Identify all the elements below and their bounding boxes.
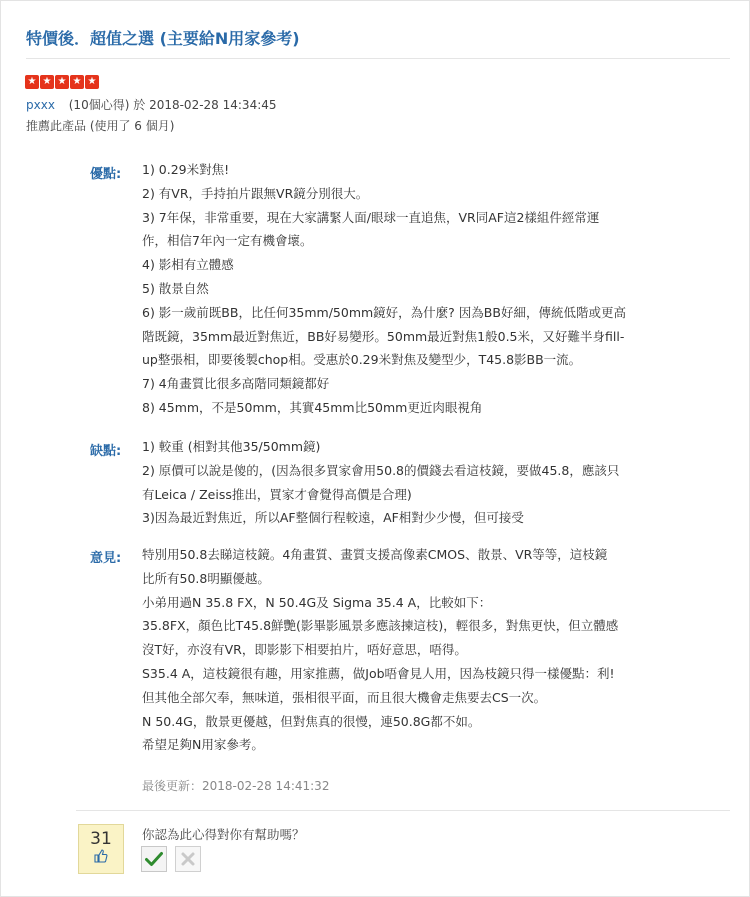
pros-line: 1) 0.29米對焦! (142, 162, 230, 177)
pros-line: 作，相信7年內一定有機會壞。 (142, 233, 313, 249)
opinion-line: 但其他全部欠奉，無味道，張相很平面，而且很大機會走焦要去CS一次。 (142, 689, 547, 705)
helpful-vote-badge (78, 824, 124, 874)
opinion-line: 比所有50.8明顯優越。 (142, 570, 270, 586)
cons-line: 有Leica / Zeiss推出，買家才會覺得高價是合理) (142, 486, 412, 502)
star-icon: ★ (70, 75, 84, 89)
pros-line: 7) 4角畫質比很多高階同類鏡都好 (142, 376, 330, 392)
pros-line: 3) 7年保，非常重要，現在大家講緊人面/眼球一直追焦，VR同AF這2樣組件經常運 (142, 209, 600, 225)
cons-line: 3)因為最近對焦近，所以AF整個行程較遠，AF相對少少慢，但可接受 (142, 510, 524, 526)
opinion-line: 希望足夠N用家參考。 (142, 737, 264, 753)
pros-list (142, 158, 642, 420)
opinion-label: 意見: (90, 551, 122, 566)
pros-line: 5) 散景自然 (142, 280, 209, 296)
star-icon: ★ (85, 75, 99, 89)
helpful-yes-button[interactable] (141, 846, 167, 872)
opinion-line: 沒T好，亦沒有VR，即影影下相要拍片，唔好意思，唔得。 (142, 642, 467, 658)
pros-line: 4) 影相有立體感 (142, 257, 234, 273)
helpful-no-button[interactable] (175, 846, 201, 872)
opinion-line: N 50.4G，散景更優越，但對焦真的很慢，連50.8G都不如。 (142, 713, 481, 729)
star-icon: ★ (40, 75, 54, 89)
review-title: 特價後．超值之選 (主要給N用家參考) (26, 29, 300, 48)
thumbs-up-icon (79, 849, 123, 867)
pros-label: 優點: (90, 167, 122, 182)
opinion-text (142, 543, 642, 757)
star-rating (25, 75, 99, 89)
helpful-count: 31 (90, 829, 112, 849)
recommend-note: 推薦此產品 (使用了 6 個月) (26, 119, 175, 133)
cons-label: 缺點: (90, 444, 122, 459)
cons-list (142, 435, 642, 530)
pros-line: 2) 有VR，手持拍片跟無VR鏡分別很大。 (142, 185, 369, 201)
last-updated: 最後更新：2018-02-28 14:41:32 (142, 779, 330, 793)
star-icon: ★ (55, 75, 69, 89)
reviewer-name-link[interactable]: pxxx (26, 98, 55, 112)
helpful-question: 你認為此心得對你有幫助嗎？ (142, 827, 305, 842)
cross-icon (180, 851, 196, 867)
review-meta (26, 96, 277, 113)
opinion-line: 小弟用過N 35.8 FX，N 50.4G及 Sigma 35.4 A，比較如下： (142, 594, 492, 610)
cons-line: 2) 原價可以說是傻的，(因為很多買家會用50.8的價錢去看這枝鏡，要做45.8，應該只 (142, 462, 620, 478)
cons-line: 1) 較重 (相對其他35/50mm鏡) (142, 439, 321, 454)
posted-prefix: 於 (133, 98, 146, 112)
opinion-line: 特別用50.8去睇這枝鏡。4角畫質、畫質支援高像素CMOS、散景、VR等等，這枝鏡 (142, 547, 608, 562)
opinion-line: S35.4 A，這枝鏡很有趣，用家推薦，做Job唔會見人用，因為枝鏡只得一樣優點：利! (142, 665, 615, 681)
pros-line: 8) 45mm，不是50mm，其實45mm比50mm更近肉眼視角 (142, 399, 483, 415)
opinion-line: 35.8FX，顏色比T45.8鮮艷(影畢影風景多應該揀這枝)，輕很多，對焦更快，但立體感 (142, 618, 619, 634)
pros-line: 階既鏡，35mm最近對焦近，BB好易變形。50mm最近對焦1般0.5米，又好難半身fill- (142, 328, 625, 344)
star-icon: ★ (25, 75, 39, 89)
reviewer-review-count: (10個心得) (68, 98, 130, 112)
posted-timestamp: 2018-02-28 14:34:45 (149, 98, 277, 112)
title-divider (26, 58, 730, 59)
pros-line: up整張相，即要後製chop相。受惠於0.29米對焦及變型少，T45.8影BB一流。 (142, 352, 582, 368)
check-icon (145, 851, 163, 867)
pros-line: 6) 影一歲前既BB，比任何35mm/50mm鏡好，為什麼? 因為BB好細，傳統低階或更高 (142, 304, 626, 320)
helpful-divider (76, 810, 730, 811)
